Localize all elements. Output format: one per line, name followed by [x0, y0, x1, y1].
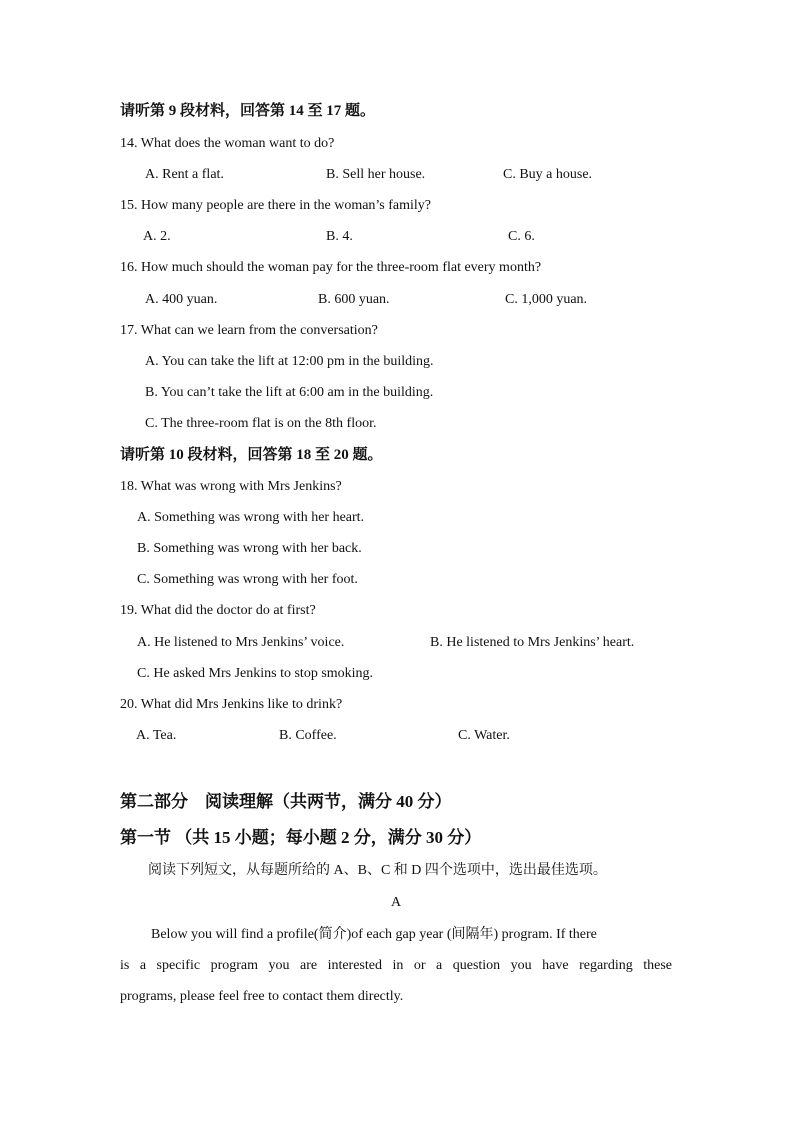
question-17: 17. What can we learn from the conversation?: [120, 323, 378, 338]
q14-option-c: C. Buy a house.: [503, 167, 593, 182]
part2-heading: 第二部分 阅读理解（共两节，满分 40 分）: [120, 792, 452, 811]
question-14: 14. What does the woman want to do?: [120, 136, 335, 151]
q18-option-a: A. Something was wrong with her heart.: [137, 510, 365, 525]
q16-option-a: A. 400 yuan.: [145, 292, 218, 307]
section9-heading: 请听第 9 段材料，回答第 14 至 17 题。: [120, 103, 376, 119]
question-19: 19. What did the doctor do at first?: [120, 603, 316, 618]
q16-option-b: B. 600 yuan.: [318, 292, 390, 307]
q17-option-c: C. The three-room flat is on the 8th floor.: [145, 416, 377, 431]
q17-option-a: A. You can take the lift at 12:00 pm in the building.: [145, 354, 434, 369]
question-16: 16. How much should the woman pay for the three-room flat every month?: [120, 260, 542, 275]
passage-label: A: [391, 895, 402, 910]
q18-option-b: B. Something was wrong with her back.: [137, 541, 362, 556]
q17-option-b: B. You can’t take the lift at 6:00 am in the building.: [145, 385, 434, 400]
q19-option-c: C. He asked Mrs Jenkins to stop smoking.: [137, 666, 374, 681]
section10-heading: 请听第 10 段材料，回答第 18 至 20 题。: [120, 447, 383, 463]
q19-option-a: A. He listened to Mrs Jenkins’ voice.: [137, 635, 345, 650]
question-20: 20. What did Mrs Jenkins like to drink?: [120, 697, 343, 712]
passage-line-2: is a specific program you are interested in or a question you have regarding these: [120, 958, 672, 973]
question-18: 18. What was wrong with Mrs Jenkins?: [120, 479, 342, 494]
q18-option-c: C. Something was wrong with her foot.: [137, 572, 358, 587]
q15-option-a: A. 2.: [143, 229, 171, 244]
q15-option-c: C. 6.: [508, 229, 535, 244]
section1-heading: 第一节 （共 15 小题；每小题 2 分，满分 30 分）: [120, 828, 482, 847]
q14-option-a: A. Rent a flat.: [145, 167, 224, 182]
q15-option-b: B. 4.: [326, 229, 353, 244]
q20-option-c: C. Water.: [458, 728, 510, 743]
question-15: 15. How many people are there in the woman’s family?: [120, 198, 432, 213]
q20-option-b: B. Coffee.: [279, 728, 337, 743]
q19-option-b: B. He listened to Mrs Jenkins’ heart.: [430, 635, 635, 650]
q20-option-a: A. Tea.: [136, 728, 177, 743]
q14-option-b: B. Sell her house.: [326, 167, 426, 182]
passage-line-3: programs, please feel free to contact them directly.: [120, 989, 404, 1004]
reading-instructions: 阅读下列短文，从每题所给的 A、B、C 和 D 四个选项中，选出最佳选项。: [148, 863, 607, 878]
q16-option-c: C. 1,000 yuan.: [505, 292, 588, 307]
passage-paragraph: [120, 919, 672, 1012]
passage-line-1: Below you will find a profile(简介)of each gap year (间隔年) program. If there: [151, 927, 597, 942]
